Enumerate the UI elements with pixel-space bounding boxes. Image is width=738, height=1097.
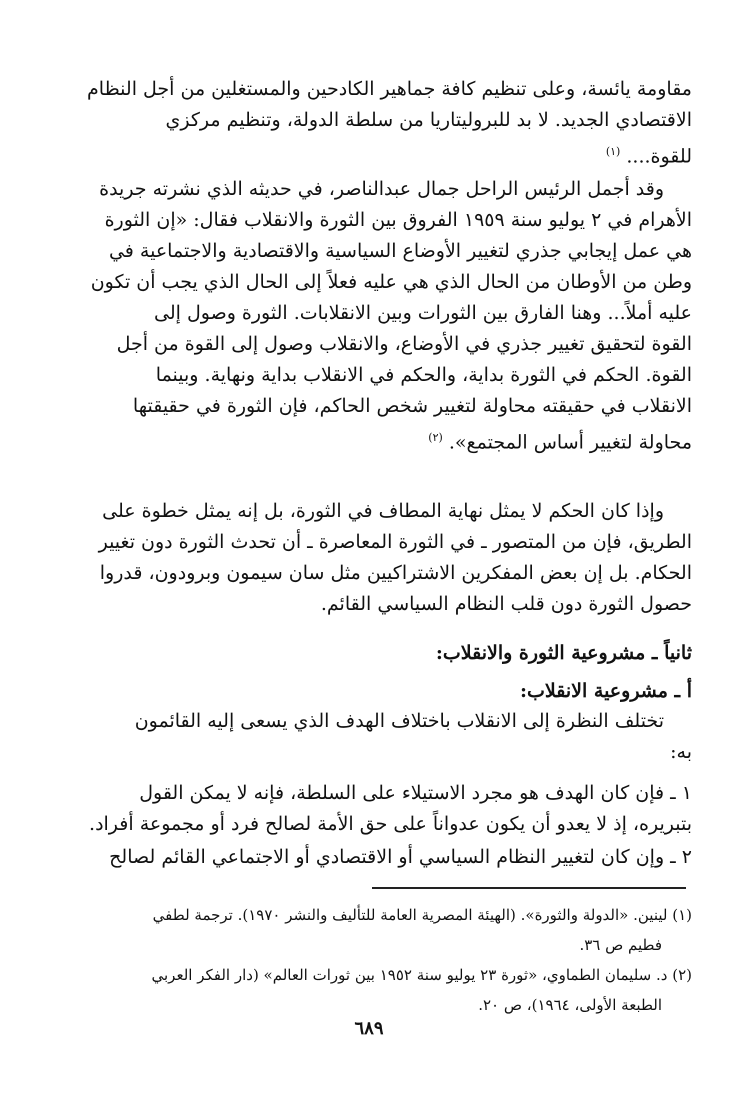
paragraph-continuation bbox=[60, 74, 692, 172]
text-line-content: محاولة لتغيير أساس المجتمع». bbox=[448, 431, 692, 454]
text-line: حصول الثورة دون قلب النظام السياسي القائم. bbox=[320, 593, 692, 615]
text-line: ٢ ـ وإن كان لتغيير النظام السياسي أو الاقتصادي أو الاجتماعي القائم لصالح bbox=[109, 846, 692, 868]
footnote-2: (٢) د. سليمان الطماوي، «ثورة ٢٣ يوليو سنة ١٩٥٢ بين ثورات العالم» (دار الفكر العربي bbox=[151, 966, 692, 984]
text-line: الطريق، فإن من المتصور ـ في الثورة المعاصرة ـ أن تحدث الثورة دون تغيير bbox=[98, 531, 692, 553]
footnote-1: (١) لينين. «الدولة والثورة». (الهيئة المصرية العامة للتأليف والنشر ١٩٧٠). ترجمة لطفي bbox=[152, 906, 692, 924]
text-line: عليه أملاً... وهنا الفارق بين الثورات وبين الانقلابات. الثورة وصول إلى bbox=[154, 302, 692, 324]
text-line: الانقلاب في حقيقته محاولة لتغيير شخص الحاكم، فإن الثورة في حقيقتها bbox=[132, 395, 692, 417]
text-line: الحكام. بل إن بعض المفكرين الاشتراكيين مثل سان سيمون وبرودون، قدروا bbox=[99, 562, 692, 584]
text-line: الأهرام في ٢ يوليو سنة ١٩٥٩ الفروق بين الثورة والانقلاب فقال: «إن الثورة bbox=[104, 209, 692, 231]
footnote-2-continued: الطبعة الأولى، ١٩٦٤)، ص ٢٠. bbox=[478, 996, 662, 1014]
paragraph-intro bbox=[60, 706, 692, 768]
footnote-ref-1: (١) bbox=[605, 145, 621, 158]
text-line: وقد أجمل الرئيس الراحل جمال عبدالناصر، في حديثه الذي نشرته جريدة bbox=[99, 178, 664, 200]
paragraph-rule bbox=[60, 496, 692, 620]
list-item-2 bbox=[60, 842, 692, 873]
footnote-divider bbox=[372, 887, 686, 889]
text-line: مقاومة يائسة، وعلى تنظيم كافة جماهير الكادحين والمستغلين من أجل النظام bbox=[87, 78, 692, 100]
page-number: ٦٨٩ bbox=[354, 1018, 384, 1039]
footnotes bbox=[60, 900, 692, 1020]
text-line: تختلف النظرة إلى الانقلاب باختلاف الهدف الذي يسعى إليه القائمون bbox=[134, 710, 664, 732]
text-line: وإذا كان الحكم لا يمثل نهاية المطاف في الثورة، بل إنه يمثل خطوة على bbox=[102, 500, 664, 522]
subsection-heading: أ ـ مشروعية الانقلاب: bbox=[520, 680, 692, 702]
list-item-1 bbox=[60, 778, 692, 840]
text-line bbox=[60, 422, 692, 458]
paragraph-nasser-quote bbox=[60, 174, 692, 458]
text-line: الاقتصادي الجديد. لا بد للبروليتاريا من سلطة الدولة، وتنظيم مركزي bbox=[165, 109, 692, 131]
text-line: به: bbox=[670, 741, 692, 763]
text-line: القوة. الحكم في الثورة بداية، والحكم في الانقلاب بداية ونهاية. وبينما bbox=[155, 364, 692, 386]
text-line: بتبريره، إذ لا يعدو أن يكون عدواناً على حق الأمة لصالح فرد أو مجموعة أفراد. bbox=[89, 813, 692, 835]
footnote-ref-2: (٢) bbox=[428, 431, 443, 444]
text-line-content: للقوة.... bbox=[626, 145, 692, 168]
text-line: هي عمل إيجابي جذري لتغيير الأوضاع السياسية والاقتصادية والاجتماعية في bbox=[108, 240, 692, 262]
footnote-1-continued: فطيم ص ٣٦. bbox=[579, 936, 662, 954]
text-line: ١ ـ فإن كان الهدف هو مجرد الاستيلاء على السلطة، فإنه لا يمكن القول bbox=[139, 782, 692, 804]
text-line: القوة لتحقيق تغيير جذري في الأوضاع، والانقلاب وصول إلى القوة من أجل bbox=[116, 333, 692, 355]
section-heading: ثانياً ـ مشروعية الثورة والانقلاب: bbox=[435, 642, 692, 664]
text-line bbox=[60, 136, 692, 172]
text-line: وطن من الأوطان من الحال الذي هي عليه فعلاً إلى الحال الذي يجب أن تكون bbox=[90, 271, 692, 293]
